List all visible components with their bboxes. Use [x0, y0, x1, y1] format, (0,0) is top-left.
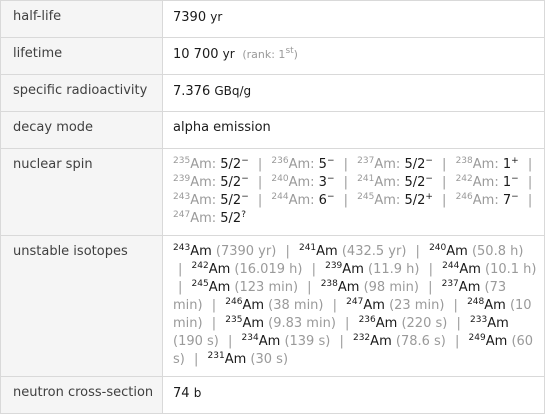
lifetime-unit: yr: [222, 47, 235, 61]
mass-number: 245: [191, 279, 209, 289]
separator: |: [211, 298, 217, 313]
parity: −: [326, 156, 335, 166]
nuclide: [208, 352, 247, 367]
colon: :: [310, 193, 319, 208]
mass-number: 236: [271, 156, 289, 166]
element-symbol: Am: [190, 175, 212, 190]
separator: |: [428, 262, 433, 277]
neutron-cross-section-unit: b: [193, 386, 202, 400]
isotope-half-life: (78.6 s): [395, 334, 446, 349]
isotope-half-life: (123 min): [234, 280, 299, 295]
nuclear-spin-list: [163, 149, 545, 236]
element-symbol: Am: [472, 175, 495, 190]
separator: |: [415, 244, 420, 259]
isotope-item: [353, 334, 446, 349]
isotope-half-life: (432.5 yr): [341, 244, 407, 259]
separator: |: [442, 175, 447, 190]
row-lifetime: [1, 38, 545, 75]
element-symbol: Am: [288, 193, 311, 208]
element-symbol: Am: [370, 334, 392, 349]
separator: |: [527, 157, 533, 172]
isotope-half-life: (16.019 h): [234, 262, 303, 277]
nuclide: [173, 157, 212, 172]
isotope-half-life: (30 s): [250, 352, 289, 367]
mass-number: 244: [271, 192, 289, 202]
mass-number: 241: [298, 243, 317, 253]
element-symbol: Am: [316, 244, 338, 259]
decay-mode-value: alpha emission: [163, 112, 545, 149]
isotope-item: [242, 334, 331, 349]
mass-number: 239: [325, 261, 343, 271]
spin-item: [271, 175, 334, 190]
nuclide: [357, 193, 396, 208]
mass-number: 235: [225, 315, 243, 325]
separator: |: [307, 280, 312, 295]
spin-value: [319, 193, 335, 208]
row-nuclear-spin: [1, 149, 545, 236]
mass-number: 240: [429, 243, 447, 253]
parity: +: [511, 156, 519, 166]
nuclide: [192, 280, 231, 295]
mass-number: 239: [173, 174, 191, 184]
mass-number: 241: [357, 174, 375, 184]
isotope-half-life: (38 min): [268, 298, 324, 313]
isotope-half-life: (9.83 min): [268, 316, 336, 331]
spin: 1: [502, 175, 512, 190]
separator: |: [228, 334, 233, 349]
element-symbol: Am: [446, 244, 468, 259]
element-symbol: Am: [288, 157, 311, 172]
spin: 3: [318, 175, 327, 190]
mass-number: 238: [455, 156, 473, 166]
element-symbol: Am: [374, 157, 396, 172]
separator: |: [257, 175, 263, 190]
colon: :: [494, 193, 503, 208]
spin-value: [319, 157, 335, 172]
unstable-isotopes-list: [163, 236, 545, 377]
nuclide: [271, 175, 310, 190]
row-label: half-life: [1, 1, 163, 38]
isotope-half-life: (23 min): [389, 298, 445, 313]
isotope-item: [225, 298, 323, 313]
nuclide: [469, 334, 508, 349]
parity: ?: [241, 210, 246, 220]
element-symbol: Am: [337, 280, 360, 295]
mass-number: 248: [467, 297, 485, 307]
separator: |: [453, 298, 458, 313]
isotope-half-life: (139 s): [284, 334, 331, 349]
mass-number: 235: [173, 156, 191, 166]
mass-number: 246: [225, 297, 243, 307]
separator: |: [257, 193, 263, 208]
row-value: [163, 377, 545, 414]
spin-value: [220, 193, 248, 208]
element-symbol: Am: [374, 193, 396, 208]
nuclide: [346, 298, 385, 313]
nuclide: [192, 262, 231, 277]
spin-value: [503, 175, 519, 190]
spin-item: [456, 193, 519, 208]
half-life-value: 7390: [173, 10, 207, 25]
mass-number: 236: [358, 315, 376, 325]
mass-number: 247: [173, 210, 191, 220]
mass-number: 238: [320, 279, 338, 289]
colon: :: [211, 211, 221, 226]
element-symbol: Am: [374, 175, 396, 190]
spin: 6: [318, 193, 327, 208]
colon: :: [211, 157, 221, 172]
element-symbol: Am: [242, 316, 265, 331]
element-symbol: Am: [487, 316, 509, 331]
mass-number: 237: [357, 156, 375, 166]
element-symbol: Am: [208, 262, 231, 277]
nuclide: [225, 298, 264, 313]
nuclide: [456, 175, 495, 190]
separator: |: [343, 193, 349, 208]
isotope-half-life: (60 s): [173, 334, 534, 367]
parity: −: [425, 174, 433, 184]
nuclide: [442, 262, 481, 277]
spin-item: [271, 193, 334, 208]
isotope-item: [325, 262, 419, 277]
colon: :: [310, 157, 319, 172]
spin: 5/2: [220, 175, 242, 190]
row-unstable-isotopes: [1, 236, 545, 377]
nuclide: [359, 316, 398, 331]
mass-number: 242: [191, 261, 209, 271]
spin-item: [357, 193, 433, 208]
nuclide: [353, 334, 392, 349]
spin-item: [173, 175, 249, 190]
separator: |: [257, 157, 263, 172]
nuclide: [299, 244, 338, 259]
spin-item: [173, 193, 249, 208]
parity: +: [425, 192, 433, 202]
neutron-cross-section-value: 74: [173, 386, 190, 401]
spin-value: [404, 157, 432, 172]
separator: |: [442, 193, 447, 208]
isotope-half-life: (98 min): [363, 280, 419, 295]
parity: −: [241, 174, 249, 184]
mass-number: 232: [352, 333, 371, 343]
mass-number: 247: [346, 297, 364, 307]
separator: |: [194, 352, 199, 367]
mass-number: 243: [173, 243, 191, 253]
row-label: lifetime: [1, 38, 163, 75]
spin: 5/2: [404, 193, 426, 208]
isotope-half-life: (220 s): [401, 316, 448, 331]
isotope-item: [359, 316, 448, 331]
nuclide: [456, 193, 495, 208]
colon: :: [494, 175, 503, 190]
colon: :: [395, 157, 405, 172]
spin: 7: [502, 193, 512, 208]
spin-value: [404, 175, 432, 190]
isotope-half-life: (7390 yr): [215, 244, 277, 259]
spin-item: [456, 175, 519, 190]
separator: |: [339, 334, 344, 349]
nuclide: [225, 316, 264, 331]
spin-value: [503, 157, 519, 172]
mass-number: 231: [207, 351, 225, 361]
nuclide: [321, 280, 360, 295]
isotope-half-life: (10.1 h): [485, 262, 537, 277]
isotope-half-life: (11.9 h): [368, 262, 420, 277]
separator: |: [332, 298, 338, 313]
colon: :: [494, 157, 503, 172]
separator: |: [428, 280, 433, 295]
row-value: [163, 1, 545, 38]
element-symbol: Am: [485, 334, 508, 349]
mass-number: 233: [470, 315, 488, 325]
mass-number: 246: [455, 192, 473, 202]
separator: |: [178, 280, 183, 295]
separator: |: [343, 157, 349, 172]
parity: −: [425, 156, 433, 166]
spin-item: [357, 175, 433, 190]
nuclide: [173, 175, 212, 190]
specific-radioactivity-value: 7.376: [173, 84, 211, 99]
element-symbol: Am: [242, 298, 265, 313]
lifetime-value: 10 700: [173, 47, 219, 62]
parity: −: [326, 174, 335, 184]
isotope-item: [192, 262, 303, 277]
spin-value: [319, 175, 335, 190]
nuclide: [357, 157, 396, 172]
element-symbol: Am: [458, 280, 481, 295]
separator: |: [442, 157, 447, 172]
nuclide: [357, 175, 396, 190]
row-value: [163, 38, 545, 75]
isotope-half-life: (73 min): [173, 280, 507, 313]
element-symbol: Am: [342, 262, 364, 277]
isotope-half-life: (190 s): [173, 334, 219, 349]
element-symbol: Am: [472, 157, 495, 172]
spin-item: [357, 157, 433, 172]
isotope-item: [442, 262, 536, 277]
nuclide: [456, 157, 495, 172]
nuclide: [429, 244, 468, 259]
spin-value: [503, 193, 519, 208]
element-symbol: Am: [190, 157, 212, 172]
separator: |: [527, 193, 533, 208]
nuclide: [271, 193, 310, 208]
mass-number: 249: [468, 333, 486, 343]
mass-number: 242: [455, 174, 473, 184]
colon: :: [211, 175, 221, 190]
spin: 5/2: [220, 211, 242, 226]
parity: −: [511, 174, 519, 184]
row-label: decay mode: [1, 112, 163, 149]
parity: −: [511, 192, 519, 202]
nuclide: [271, 157, 310, 172]
isotope-item: [299, 244, 406, 259]
separator: |: [178, 262, 183, 277]
spin: 1: [502, 157, 512, 172]
specific-radioactivity-unit: GBq/g: [214, 84, 252, 98]
lifetime-rank: (rank: 1st): [242, 46, 298, 61]
parity: −: [241, 156, 249, 166]
spin: 5/2: [404, 175, 426, 190]
parity: −: [326, 192, 335, 202]
row-value: [163, 75, 545, 112]
separator: |: [455, 334, 460, 349]
isotope-item: [321, 280, 419, 295]
element-symbol: Am: [363, 298, 385, 313]
colon: :: [211, 193, 221, 208]
spin-item: [173, 211, 246, 226]
isotope-item: [208, 352, 288, 367]
nuclide: [325, 262, 364, 277]
spin: 5: [318, 157, 327, 172]
nuclide: [442, 280, 481, 295]
mass-number: 243: [173, 192, 191, 202]
spin-item: [271, 157, 334, 172]
spin-value: [220, 211, 246, 226]
element-symbol: Am: [459, 262, 481, 277]
spin: 5/2: [220, 157, 242, 172]
element-symbol: Am: [190, 193, 212, 208]
mass-number: 245: [357, 192, 375, 202]
nuclide: [467, 298, 506, 313]
row-decay-mode: [1, 112, 545, 149]
colon: :: [395, 193, 405, 208]
element-symbol: Am: [484, 298, 506, 313]
row-specific-radioactivity: [1, 75, 545, 112]
spin: 5/2: [220, 193, 242, 208]
element-symbol: Am: [258, 334, 281, 349]
nuclide: [242, 334, 281, 349]
element-symbol: Am: [472, 193, 495, 208]
spin: 5/2: [404, 157, 426, 172]
element-symbol: Am: [190, 211, 212, 226]
element-symbol: Am: [288, 175, 311, 190]
nuclide: [173, 193, 212, 208]
isotope-item: [429, 244, 523, 259]
row-label: nuclear spin: [1, 149, 163, 236]
row-label: unstable isotopes: [1, 236, 163, 377]
spin-value: [220, 175, 248, 190]
nuclide: [470, 316, 509, 331]
colon: :: [395, 175, 405, 190]
separator: |: [345, 316, 350, 331]
parity: −: [241, 192, 249, 202]
row-label: neutron cross-section: [1, 377, 163, 414]
mass-number: 237: [441, 279, 459, 289]
separator: |: [343, 175, 349, 190]
isotope-item: [225, 316, 336, 331]
element-symbol: Am: [190, 244, 212, 259]
row-half-life: [1, 1, 545, 38]
element-symbol: Am: [224, 352, 247, 367]
colon: :: [310, 175, 319, 190]
nuclide: [173, 211, 212, 226]
spin-value: [404, 193, 432, 208]
half-life-unit: yr: [210, 10, 223, 24]
element-symbol: Am: [375, 316, 398, 331]
isotope-item: [346, 298, 444, 313]
element-symbol: Am: [208, 280, 231, 295]
nuclide: [173, 244, 212, 259]
isotope-half-life: (50.8 h): [471, 244, 524, 259]
separator: |: [211, 316, 217, 331]
spin-item: [456, 157, 519, 172]
mass-number: 244: [442, 261, 460, 271]
row-neutron-cross-section: [1, 377, 545, 414]
mass-number: 234: [241, 333, 259, 343]
separator: |: [311, 262, 316, 277]
separator: |: [285, 244, 290, 259]
isotope-item: [173, 244, 276, 259]
isotope-half-life: (10 min): [173, 298, 532, 331]
mass-number: 240: [271, 174, 289, 184]
separator: |: [456, 316, 461, 331]
spin-item: [173, 157, 249, 172]
separator: |: [527, 175, 533, 190]
spin-value: [220, 157, 248, 172]
isotope-item: [192, 280, 299, 295]
row-label: specific radioactivity: [1, 75, 163, 112]
